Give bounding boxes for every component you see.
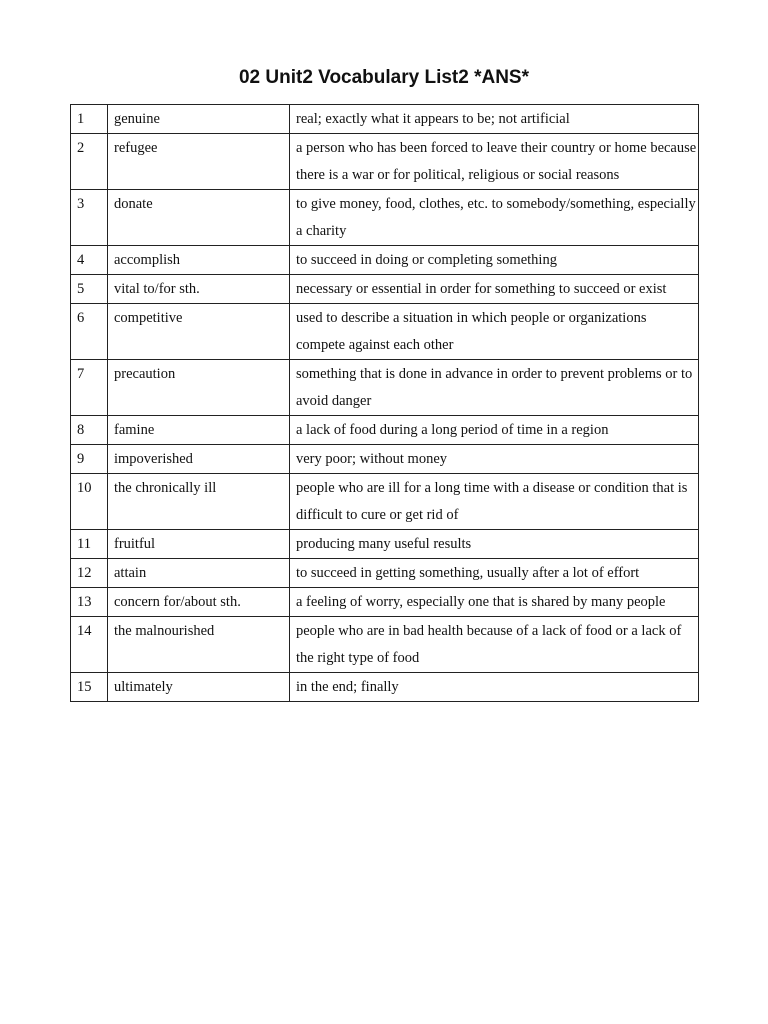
entry-definition: in the end; finally bbox=[290, 673, 699, 702]
entry-word: impoverished bbox=[108, 445, 290, 474]
entry-word: donate bbox=[108, 190, 290, 246]
entry-number: 11 bbox=[71, 530, 108, 559]
table-row bbox=[71, 275, 699, 304]
entry-definition: a lack of food during a long period of time in a region bbox=[290, 416, 699, 445]
vocabulary-table bbox=[70, 104, 699, 702]
entry-word: fruitful bbox=[108, 530, 290, 559]
entry-number: 3 bbox=[71, 190, 108, 246]
entry-number: 2 bbox=[71, 134, 108, 190]
entry-definition: a feeling of worry, especially one that is shared by many people bbox=[290, 588, 699, 617]
entry-word: ultimately bbox=[108, 673, 290, 702]
entry-word: famine bbox=[108, 416, 290, 445]
entry-number: 6 bbox=[71, 304, 108, 360]
entry-definition: something that is done in advance in order to prevent problems or to avoid danger bbox=[290, 360, 699, 416]
entry-number: 9 bbox=[71, 445, 108, 474]
table-row bbox=[71, 588, 699, 617]
table-row bbox=[71, 445, 699, 474]
entry-definition: people who are in bad health because of a lack of food or a lack of the right type of food bbox=[290, 617, 699, 673]
entry-number: 8 bbox=[71, 416, 108, 445]
entry-definition: used to describe a situation in which people or organizations compete against each other bbox=[290, 304, 699, 360]
entry-number: 4 bbox=[71, 246, 108, 275]
entry-definition: real; exactly what it appears to be; not artificial bbox=[290, 105, 699, 134]
entry-number: 7 bbox=[71, 360, 108, 416]
entry-definition: to give money, food, clothes, etc. to somebody/something, especially a charity bbox=[290, 190, 699, 246]
entry-definition: producing many useful results bbox=[290, 530, 699, 559]
entry-definition: to succeed in getting something, usually after a lot of effort bbox=[290, 559, 699, 588]
entry-number: 12 bbox=[71, 559, 108, 588]
entry-number: 1 bbox=[71, 105, 108, 134]
entry-definition: to succeed in doing or completing something bbox=[290, 246, 699, 275]
table-row bbox=[71, 673, 699, 702]
entry-definition: people who are ill for a long time with a disease or condition that is difficult to cure or get rid of bbox=[290, 474, 699, 530]
entry-word: competitive bbox=[108, 304, 290, 360]
entry-number: 5 bbox=[71, 275, 108, 304]
entry-number: 10 bbox=[71, 474, 108, 530]
entry-word: concern for/about sth. bbox=[108, 588, 290, 617]
table-row bbox=[71, 416, 699, 445]
entry-word: precaution bbox=[108, 360, 290, 416]
table-row bbox=[71, 134, 699, 190]
table-row bbox=[71, 530, 699, 559]
entry-definition: necessary or essential in order for something to succeed or exist bbox=[290, 275, 699, 304]
entry-word: genuine bbox=[108, 105, 290, 134]
entry-definition: a person who has been forced to leave their country or home because there is a war or for political, religious or social reasons bbox=[290, 134, 699, 190]
entry-word: attain bbox=[108, 559, 290, 588]
entry-number: 15 bbox=[71, 673, 108, 702]
entry-number: 13 bbox=[71, 588, 108, 617]
entry-word: the chronically ill bbox=[108, 474, 290, 530]
table-row bbox=[71, 617, 699, 673]
entry-word: vital to/for sth. bbox=[108, 275, 290, 304]
entry-word: refugee bbox=[108, 134, 290, 190]
table-row bbox=[71, 559, 699, 588]
table-row bbox=[71, 105, 699, 134]
table-row bbox=[71, 190, 699, 246]
page-title: 02 Unit2 Vocabulary List2 *ANS* bbox=[238, 67, 530, 88]
entry-number: 14 bbox=[71, 617, 108, 673]
table-row bbox=[71, 360, 699, 416]
table-row bbox=[71, 246, 699, 275]
entry-word: accomplish bbox=[108, 246, 290, 275]
entry-definition: very poor; without money bbox=[290, 445, 699, 474]
table-row bbox=[71, 304, 699, 360]
table-row bbox=[71, 474, 699, 530]
entry-word: the malnourished bbox=[108, 617, 290, 673]
